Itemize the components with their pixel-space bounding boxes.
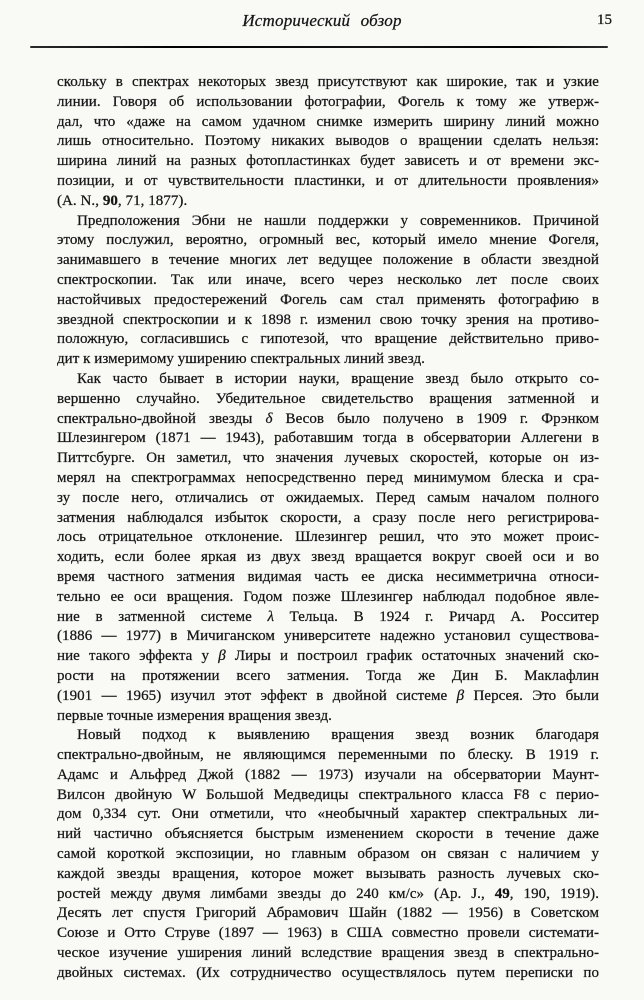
text-line: ходить, если более яркая из двух звезд вращается вокруг своей оси и во (57, 549, 599, 566)
text-line: Предположения Эбни не нашли поддержки у современников. Причиной (77, 212, 599, 229)
text-line: звездной спектроскопии и к 1898 г. изменил свою точку зрения на противо- (57, 311, 599, 328)
text-line: спектроскопии. Так или иначе, всего через несколько лет после своих (57, 271, 599, 288)
text-line: (1901 — 1965) изучил этот эффект в двойной системе β Персея. Это были (57, 687, 599, 704)
text-line: спектрально-двойной звезды δ Весов было получено в 1909 г. Фрэнком (57, 410, 599, 427)
text-line: каждой звезды вращения, которое может вызывать разность лучевых ско- (57, 865, 599, 882)
text-line: мерял на спектрограммах непосредственно перед минимумом блеска и сра- (57, 469, 599, 486)
text-line: Десять лет спустя Григорий Абрамович Шайн (1882 — 1956) в Советском (57, 905, 599, 922)
text-line: Питтсбурге. Он заметил, что значения лучевых скоростей, которые он из- (57, 450, 599, 467)
text-line: самой короткой экспозиции, но главным образом он связан с наличием у (57, 846, 599, 863)
header-rule (30, 46, 608, 48)
text-line: Как часто бывает в истории науки, вращение звезд было открыто со- (77, 370, 599, 387)
text-line: Новый подход к выявлению вращения звезд возник благодаря (77, 727, 599, 744)
body-text (57, 73, 599, 984)
text-line: Союзе и Отто Струве (1897 — 1963) в США совместно провели системати- (57, 925, 599, 942)
text-line: Шлезингером (1871 — 1943), работавшим тогда в обсерватории Аллегени в (57, 430, 599, 447)
text-line: дом 0,334 сут. Они отметили, что «необычный характер спектральных ли- (57, 806, 599, 823)
text-line: ние в затменной системе λ Тельца. В 1924 г. Ричард А. Росситер (57, 608, 599, 625)
text-line: позиции, и от чувствительности пластинки, и от длительности проявления» (57, 172, 599, 189)
paragraph (57, 212, 599, 370)
text-line: ростей между двумя лимбами звезды до 240 км/с» (Ap. J., 49, 190, 1919). (57, 885, 599, 902)
text-line: затмения наблюдался избыток скорости, а сразу после него регистрирова- (57, 509, 599, 526)
text-line: положную, согласившись с гипотезой, что вращение действительно приво- (57, 331, 599, 348)
text-line: настойчивых предостережений Фогель сам стал применять фотографию в (57, 291, 599, 308)
text-line: двойных системах. (Их сотрудничество осуществлялось путем переписки по (57, 964, 599, 981)
text-line: время частного затмения видимая часть ее диска несимметрична относи- (57, 568, 599, 585)
text-line: тельно ее оси вращения. Годом позже Шлезингер наблюдал подобное явле- (57, 588, 599, 605)
text-line: Вилсон двойную W Большой Медведицы спектрального класса F8 с перио- (57, 786, 599, 803)
running-title: Исторический обзор (242, 11, 402, 30)
text-line: зу после него, отличались от ожидаемых. Перед самым началом полного (57, 489, 599, 506)
text-line: Адамс и Альфред Джой (1882 — 1973) изучали на обсерватории Маунт- (57, 766, 599, 783)
text-line: лишь относительно. Поэтому никаких выводов о вращении сделать нельзя: (57, 133, 599, 150)
text-line: первые точные измерения вращения звезд. (57, 707, 332, 724)
text-line: ческое изучение уширения линий вследствие вращения звезд в спектрально- (57, 945, 599, 962)
text-line: дал, что «даже на самом удачном снимке измерить ширину линий можно (57, 113, 599, 130)
paragraph (57, 370, 599, 726)
text-line: спектрально-двойным, не являющимся переменными по блеску. В 1919 г. (57, 747, 599, 764)
text-line: (A. N., 90, 71, 1877). (57, 192, 188, 209)
text-line: (1886 — 1977) в Мичиганском университете надежно установил существова- (57, 628, 599, 645)
text-line: лось отрицательное отклонение. Шлезингер решил, что это может проис- (57, 529, 599, 546)
text-line: ширина линий на разных фотопластинках будет зависеть и от времени экс- (57, 153, 599, 170)
paragraph (57, 73, 599, 212)
page-number: 15 (597, 12, 612, 28)
text-line: рости на протяжении всего затмения. Тогда же Дин Б. Маклафлин (57, 667, 599, 684)
text-line: ние такого эффекта у β Лиры и построил график остаточных значений ско- (57, 648, 599, 665)
paragraph (57, 726, 599, 983)
text-line: скольку в спектрах некоторых звезд присутствуют как широкие, так и узкие (57, 74, 599, 90)
text-line: ний частично объясняется быстрым изменением скорости в течение даже (57, 826, 599, 843)
text-line: занимавшего в течение многих лет ведущее положение в области звездной (57, 252, 599, 269)
text-line: этому послужил, вероятно, огромный вес, который имело мнение Фогеля, (57, 232, 599, 249)
text-line: линии. Говоря об использовании фотографии, Фогель к тому же утверж- (57, 93, 599, 110)
text-line: вершенно случайно. Убедительное свидетельство вращения затменной и (57, 390, 599, 407)
text-line: дит к измеримому уширению спектральных линий звезд. (57, 351, 425, 368)
